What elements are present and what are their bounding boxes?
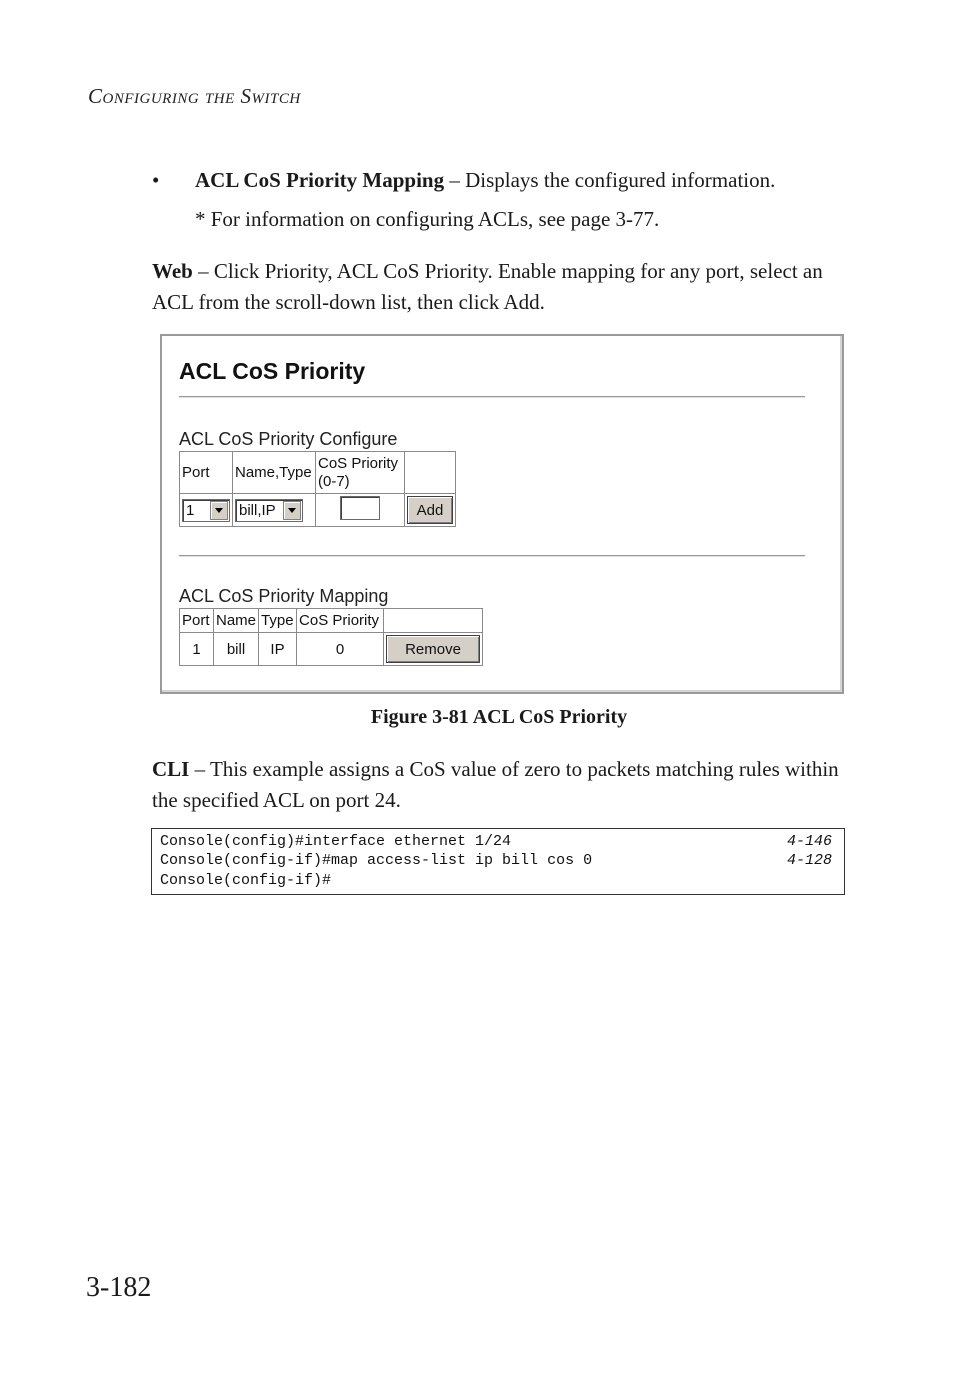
code-page-ref: 4-128: [786, 852, 832, 869]
configure-section-label: ACL CoS Priority Configure: [179, 429, 398, 449]
name-type-select[interactable]: [235, 499, 303, 522]
acl-cos-priority-screenshot: [160, 334, 844, 694]
page-number: 3-182: [86, 1272, 152, 1303]
code-page-ref: 4-146: [786, 833, 832, 850]
remove-button[interactable]: Remove: [386, 635, 480, 663]
add-cell: [405, 494, 456, 527]
header-port: Port: [180, 609, 214, 633]
row-port: 1: [180, 633, 214, 666]
header-name-type: Name,Type: [233, 452, 316, 494]
bullet-term: ACL CoS Priority Mapping: [195, 168, 445, 192]
port-select-value: 1: [186, 501, 195, 519]
header-port: Port: [180, 452, 233, 494]
port-cell: [180, 494, 233, 527]
cli-paragraph: [152, 754, 852, 816]
chevron-down-icon[interactable]: [283, 501, 301, 520]
web-lead: Web: [152, 259, 193, 283]
name-type-select-value: bill,IP: [239, 501, 276, 519]
remove-cell: [384, 633, 483, 666]
row-type: IP: [259, 633, 297, 666]
chevron-down-icon[interactable]: [210, 501, 228, 520]
mapping-table: [179, 608, 483, 666]
header-cos-priority: CoS Priority (0-7): [316, 452, 405, 494]
cli-text: – This example assigns a CoS value of zero to packets matching rules within the specified ACL on port 24.: [152, 757, 839, 812]
header-action: [384, 609, 483, 633]
code-block: [151, 828, 845, 895]
code-line: Console(config-if)#: [160, 872, 332, 889]
running-head: Configuring the Switch: [88, 84, 301, 108]
header-action: [405, 452, 456, 494]
row-name: bill: [214, 633, 259, 666]
bullet-text: [195, 168, 775, 193]
bullet-description: – Displays the configured information.: [444, 168, 776, 192]
divider: [179, 555, 805, 557]
header-cos-priority: CoS Priority: [297, 609, 384, 633]
port-select[interactable]: [182, 499, 230, 522]
bullet-symbol: •: [152, 168, 160, 192]
header-name: Name: [214, 609, 259, 633]
header-type: Type: [259, 609, 297, 633]
code-line: Console(config)#interface ethernet 1/24: [160, 833, 512, 850]
configure-table: [179, 451, 456, 527]
divider: [179, 396, 805, 398]
page-title: ACL CoS Priority: [179, 358, 366, 384]
mapping-section-label: ACL CoS Priority Mapping: [179, 586, 389, 606]
add-button[interactable]: Add: [407, 496, 453, 524]
row-cos: 0: [297, 633, 384, 666]
bullet-note: * For information on configuring ACLs, see page 3-77.: [195, 207, 660, 231]
figure-caption: Figure 3-81 ACL CoS Priority: [370, 706, 628, 728]
web-paragraph: [152, 256, 852, 318]
cos-priority-input[interactable]: [340, 496, 380, 520]
table-row: [180, 633, 483, 666]
name-type-cell: [233, 494, 316, 527]
web-text: – Click Priority, ACL CoS Priority. Enable mapping for any port, select an ACL from the scroll-down list, then click Add.: [152, 259, 823, 314]
cos-input-cell: [316, 494, 405, 527]
cli-lead: CLI: [152, 757, 190, 781]
code-line: Console(config-if)#map access-list ip bill cos 0: [160, 852, 593, 869]
